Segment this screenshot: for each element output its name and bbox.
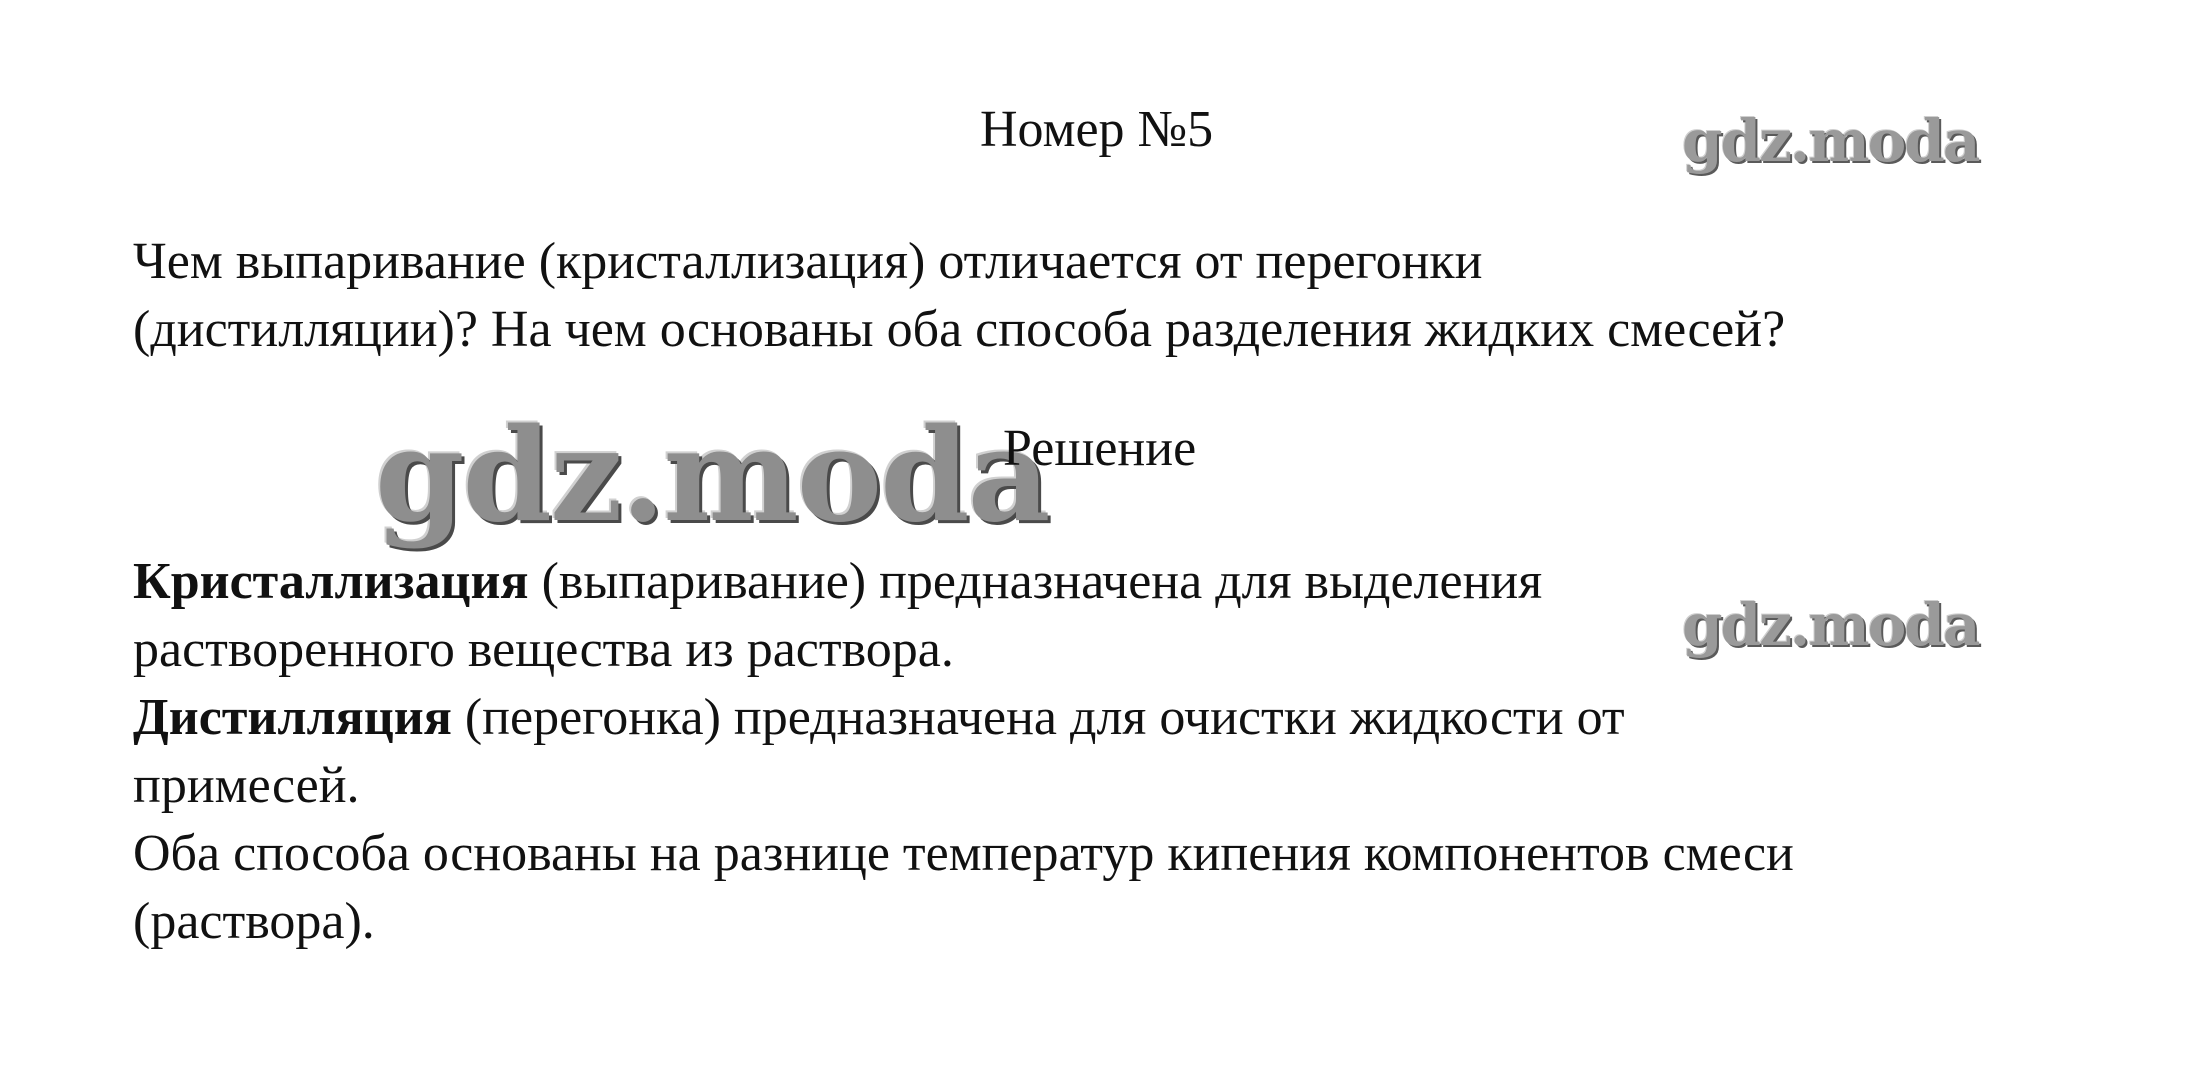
distillation-definition: (перегонка) предназначена для очистки жидкости от	[451, 689, 1625, 746]
watermark-top-right: gdz.moda	[1682, 107, 1979, 175]
crystallization-definition: (выпаривание) предназначена для выделения	[528, 553, 1543, 610]
distillation-term: Дистилляция	[133, 689, 452, 746]
distillation-line-2: примесей.	[133, 757, 360, 814]
watermark-right-middle: gdz.moda	[1682, 591, 1979, 659]
crystallization-term: Кристаллизация	[133, 553, 529, 610]
question-line-1: Чем выпаривание (кристаллизация) отличается от перегонки	[133, 233, 1483, 290]
watermark-center-large: gdz.moda	[375, 401, 1049, 551]
solution-heading: Решение	[1003, 420, 1197, 477]
question-line-2: (дистилляции)? На чем основаны оба способа разделения жидких смесей?	[133, 301, 1786, 358]
conclusion-line-2: (раствора).	[133, 893, 375, 950]
crystallization-line-2: растворенного вещества из раствора.	[133, 621, 954, 678]
page-title: Номер №5	[980, 101, 1214, 158]
question-text	[133, 228, 2133, 364]
distillation-line-1	[133, 684, 2133, 752]
conclusion-line-1: Оба способа основаны на разнице температур кипения компонентов смеси	[133, 825, 1794, 882]
